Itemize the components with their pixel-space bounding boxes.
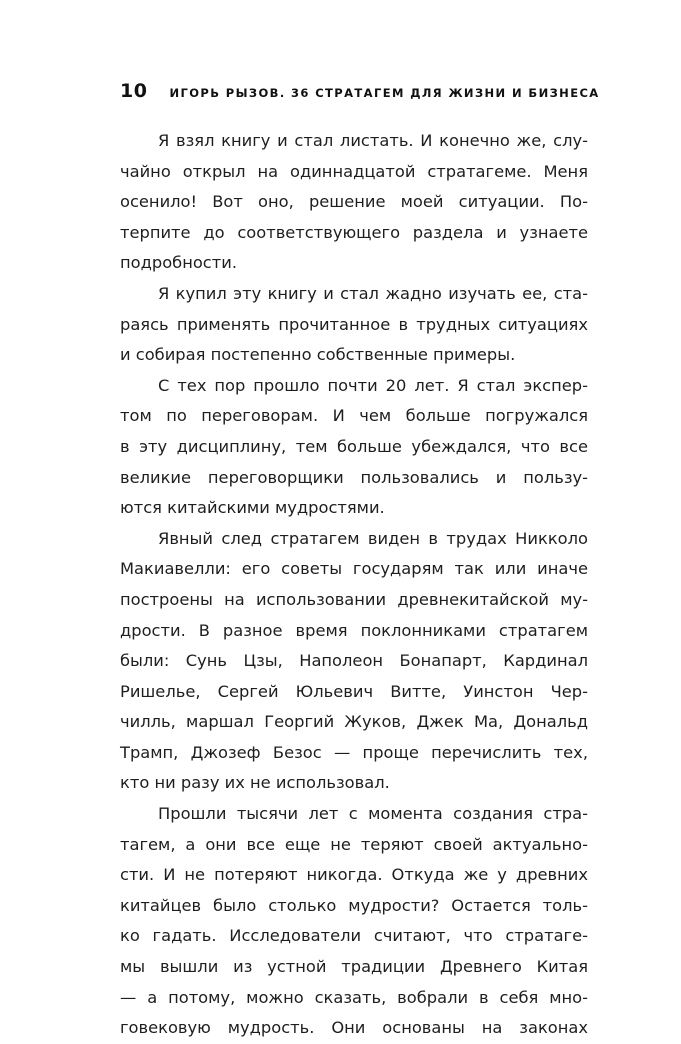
text-line: китайцев было столько мудрости? Остается толь- [120, 895, 588, 915]
paragraph [120, 279, 588, 371]
text-line: были: Сунь Цзы, Наполеон Бонапарт, Кардинал [120, 651, 588, 671]
body-text [120, 126, 588, 1044]
text-line: Прошли тысячи лет с момента создания стра- [158, 804, 588, 824]
text-line: и собирая постепенно собственные примеры. [120, 345, 516, 365]
text-line: ко гадать. Исследователи считают, что стратаге- [120, 926, 588, 946]
text-line: кто ни разу их не использовал. [120, 773, 390, 793]
text-line: мы вышли из устной традиции Древнего Китая [120, 957, 588, 977]
paragraph [120, 524, 588, 799]
text-line: дрости. В разное время поклонниками стратагем [120, 620, 588, 640]
text-line: в эту дисциплину, тем больше убеждался, что все [120, 436, 588, 456]
text-line: Явный след стратагем виден в трудах Никколо [158, 528, 588, 548]
paragraph [120, 799, 588, 1044]
text-line: говековую мудрость. Они основаны на законах [120, 1018, 588, 1038]
text-line: чилль, маршал Георгий Жуков, Джек Ма, Дональд [120, 712, 588, 732]
page-number: 10 [120, 80, 148, 102]
paragraph [120, 126, 588, 279]
text-line: сти. И не потеряют никогда. Откуда же у древних [120, 865, 588, 885]
text-line: — а потому, можно сказать, вобрали в себя мно- [120, 987, 588, 1007]
text-line: Трамп, Джозеф Безос — проще перечислить тех, [120, 742, 588, 762]
text-line: подробности. [120, 253, 237, 273]
text-line: чайно открыл на одиннадцатой стратагеме. Меня [120, 161, 588, 181]
text-line: ются китайскими мудростями. [120, 498, 385, 518]
text-line: построены на использовании древнекитайской му- [120, 589, 588, 609]
text-line: терпите до соответствующего раздела и узнаете [120, 222, 588, 242]
text-line: великие переговорщики пользовались и пользу- [120, 467, 588, 487]
text-line: С тех пор прошло почти 20 лет. Я стал экспер- [158, 375, 588, 395]
running-title: ИГОРЬ РЫЗОВ. 36 СТРАТАГЕМ ДЛЯ ЖИЗНИ И БИЗНЕСА [169, 86, 600, 100]
text-line: осенило! Вот оно, решение моей ситуации. По- [120, 192, 588, 212]
text-line: тагем, а они все еще не теряют своей актуально- [120, 834, 588, 854]
text-line: Ришелье, Сергей Юльевич Витте, Уинстон Чер- [120, 681, 588, 701]
text-line: Макиавелли: его советы государям так или иначе [120, 559, 588, 579]
text-line: Я купил эту книгу и стал жадно изучать ее, ста- [158, 283, 588, 303]
paragraph [120, 371, 588, 524]
text-line: Я взял книгу и стал листать. И конечно же, слу- [158, 131, 588, 150]
text-line: том по переговорам. И чем больше погружался [120, 406, 588, 426]
page-header [120, 80, 600, 110]
text-line: раясь применять прочитанное в трудных ситуациях [120, 314, 588, 334]
